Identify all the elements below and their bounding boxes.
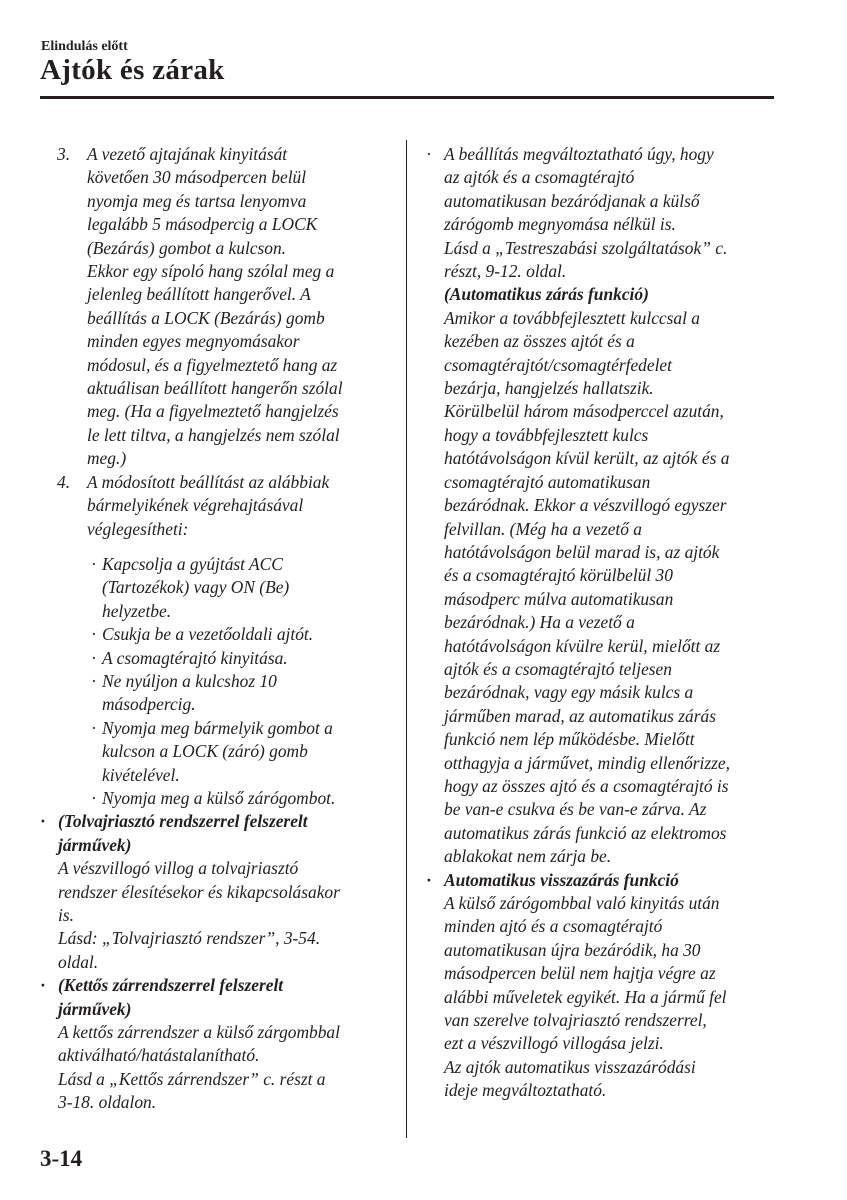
- step-4-line: bármelyikének végrehajtásával: [87, 495, 304, 516]
- body-line: bezáródnak.) Ha a vezető a: [444, 612, 635, 633]
- step-4: [40, 471, 400, 541]
- title-rule: [40, 96, 774, 99]
- step-3-line: beállítás a LOCK (Bezárás) gomb: [87, 307, 325, 328]
- step-3-line: (Bezárás) gombot a kulcson.: [87, 237, 286, 258]
- list-item-line: kivételével.: [102, 764, 180, 785]
- body-line: csomagtérajtó automatikusan: [444, 471, 651, 492]
- body-line: A külső zárógombbal való kinyitás után: [444, 893, 720, 913]
- theft-alarm-heading: [40, 810, 400, 857]
- body-line: Lásd a „Testreszabási szolgáltatások” c.: [444, 237, 728, 258]
- body-line: funkció nem lép működésbe. Mielőtt: [444, 729, 695, 750]
- body-line: Körülbelül három másodperccel azután,: [444, 401, 724, 422]
- body-line: ajtók és a csomagtérajtó teljesen: [444, 658, 672, 679]
- body-line: is.: [58, 905, 74, 925]
- step-3-line: Ekkor egy sípoló hang szólal meg a: [87, 261, 335, 282]
- body-line: A kettős zárrendszer a külső zárgombbal: [58, 1022, 340, 1043]
- list-item-line: A csomagtérajtó kinyitása.: [102, 647, 288, 668]
- bullet-dot-icon: ·: [91, 787, 97, 808]
- step-3-line: aktuálisan beállított hangerőn szólal: [87, 378, 343, 399]
- step-3: [40, 143, 400, 471]
- body-line: ablakokat nem zárja be.: [444, 846, 612, 867]
- auto-lock-body: [426, 307, 776, 869]
- body-line: A vészvillogó villog a tolvajriasztó: [58, 858, 299, 879]
- body-line: kezében az összes ajtót és a: [444, 331, 635, 352]
- list-item-line: másodpercig.: [102, 694, 196, 715]
- heading-line: járművek): [58, 998, 132, 1019]
- left-column: [40, 143, 400, 1115]
- body-line: aktiválható/hatástalanítható.: [58, 1045, 260, 1066]
- step-3-line: jelenleg beállított hangerővel. A: [87, 284, 311, 305]
- bullet-dot-icon: ·: [426, 869, 432, 890]
- body-line: az ajtók és a csomagtérajtó: [444, 167, 635, 188]
- step-3-line: legalább 5 másodpercig a LOCK: [87, 214, 318, 235]
- body-line: otthagyja a járművet, mindig ellenőrizze,: [444, 752, 730, 773]
- heading-line: (Kettős zárrendszerrel felszerelt: [58, 975, 284, 996]
- body-line: bezáródnak, vagy egy másik kulcs a: [444, 682, 694, 703]
- heading-line: (Tolvajriasztó rendszerrel felszerelt: [58, 811, 308, 832]
- auto-relock-heading: [426, 869, 776, 892]
- customization-note: [426, 143, 776, 283]
- heading-line: járművek): [58, 834, 132, 855]
- double-lock-heading: [40, 974, 400, 1021]
- body-line: 3-18. oldalon.: [58, 1092, 157, 1113]
- list-item: [88, 717, 400, 787]
- list-item: [88, 623, 400, 646]
- body-line: be van-e csukva és be van-e zárva. Az: [444, 799, 707, 820]
- body-line: alábbi műveletek egyikét. Ha a jármű fel: [444, 986, 727, 1007]
- step-4-line: A módosított beállítást az alábbiak: [87, 471, 330, 492]
- list-item-line: (Tartozékok) vagy ON (Be): [102, 577, 290, 598]
- theft-alarm-body: [40, 857, 400, 974]
- list-item-line: kulcson a LOCK (záró) gomb: [102, 741, 308, 762]
- body-line: másodperc múlva automatikusan: [444, 588, 674, 609]
- list-item-line: Kapcsolja a gyújtást ACC: [102, 553, 283, 574]
- step-4-line: véglegesítheti:: [87, 518, 189, 539]
- list-item: [88, 553, 400, 623]
- body-line: hatótávolságon belül marad is, az ajtók: [444, 541, 720, 562]
- body-line: Amikor a továbbfejlesztett kulccsal a: [444, 307, 700, 328]
- bullet-dot-icon: ·: [91, 553, 97, 574]
- bullet-dot-icon: ·: [91, 717, 97, 738]
- list-item-line: Ne nyúljon a kulcshoz 10: [102, 670, 277, 691]
- body-line: Az ajtók automatikus visszazáródási: [444, 1056, 696, 1077]
- list-item: [88, 647, 400, 670]
- list-item-line: Nyomja meg a külső zárógombot.: [102, 787, 336, 808]
- body-line: A beállítás megváltoztatható úgy, hogy: [444, 144, 714, 164]
- section-label: Elindulás előtt: [41, 39, 128, 54]
- list-item: [88, 787, 400, 810]
- body-line: bezáródnak. Ekkor a vészvillogó egyszer: [444, 495, 727, 516]
- body-line: járműben marad, az automatikus zárás: [444, 705, 716, 726]
- bullet-dot-icon: ·: [91, 647, 97, 668]
- column-divider: [406, 140, 407, 1138]
- body-line: zárógomb megnyomása nélkül is.: [444, 214, 676, 235]
- list-item-line: Nyomja meg bármelyik gombot a: [102, 717, 333, 738]
- body-line: hogy a továbbfejlesztett kulcs: [444, 424, 649, 445]
- bullet-dot-icon: ·: [40, 975, 46, 996]
- list-item-line: helyzetbe.: [102, 600, 172, 621]
- step-3-line: A vezető ajtajának kinyitását: [87, 144, 288, 164]
- body-line: hogy az összes ajtó és a csomagtérajtó is: [444, 775, 729, 796]
- step-3-line: módosul, és a figyelmeztető hang az: [87, 354, 338, 375]
- body-line: felvillan. (Még ha a vezető a: [444, 518, 642, 539]
- list-item-line: Csukja be a vezetőoldali ajtót.: [102, 624, 314, 645]
- body-line: Lásd a „Kettős zárrendszer” c. részt a: [58, 1068, 326, 1089]
- body-line: csomagtérajtót/csomagtérfedelet: [444, 354, 672, 375]
- double-lock-body: [40, 1021, 400, 1115]
- bullet-dot-icon: ·: [91, 624, 97, 645]
- step-3-line: minden egyes megnyomásakor: [87, 331, 300, 352]
- list-item: [88, 670, 400, 717]
- body-line: hatótávolságon kívülre kerül, mielőtt az: [444, 635, 721, 656]
- bullet-dot-icon: ·: [426, 144, 432, 164]
- body-line: Lásd: „Tolvajriasztó rendszer”, 3-54.: [58, 928, 321, 949]
- body-line: automatikus zárás funkció az elektromos: [444, 822, 727, 843]
- body-line: hatótávolságon kívül került, az ajtók és a: [444, 448, 730, 469]
- step-3-line: meg. (Ha a figyelmeztető hangjelzés: [87, 401, 339, 422]
- body-line: ideje megváltoztatható.: [444, 1080, 607, 1101]
- body-line: minden ajtó és a csomagtérajtó: [444, 916, 663, 937]
- body-line: automatikusan bezáródjanak a külső: [444, 190, 700, 211]
- body-line: oldal.: [58, 951, 99, 972]
- bullet-dot-icon: ·: [91, 670, 97, 691]
- page-title: Ajtók és zárak: [40, 54, 225, 86]
- body-line: másodpercen belül nem hajtja végre az: [444, 963, 716, 984]
- step-4-number: 4.: [57, 471, 71, 492]
- body-line: ezt a vészvillogó villogása jelzi.: [444, 1033, 664, 1054]
- body-line: részt, 9-12. oldal.: [444, 261, 567, 282]
- step-3-line: követően 30 másodpercen belül: [87, 167, 307, 188]
- step-3-line: meg.): [87, 448, 127, 469]
- step-3-number: 3.: [57, 144, 71, 164]
- body-line: és a csomagtérajtó körülbelül 30: [444, 565, 673, 586]
- heading-line: Automatikus visszazárás funkció: [444, 869, 679, 890]
- finalize-options-list: [40, 553, 400, 810]
- body-line: bezárja, hangjelzés hallatszik.: [444, 378, 654, 399]
- body-line: rendszer élesítésekor és kikapcsolásakor: [58, 881, 340, 902]
- auto-relock-body: [426, 892, 776, 1103]
- auto-lock-heading: (Automatikus zárás funkció): [444, 284, 649, 305]
- body-line: automatikusan újra bezáródik, ha 30: [444, 939, 701, 960]
- page-number: 3-14: [40, 1146, 83, 1171]
- bullet-dot-icon: ·: [40, 811, 46, 832]
- right-column: [426, 143, 776, 1103]
- step-3-line: nyomja meg és tartsa lenyomva: [87, 190, 307, 211]
- step-3-line: le lett tiltva, a hangjelzés nem szólal: [87, 424, 340, 445]
- body-line: van szerelve tolvajriasztó rendszerrel,: [444, 1010, 707, 1031]
